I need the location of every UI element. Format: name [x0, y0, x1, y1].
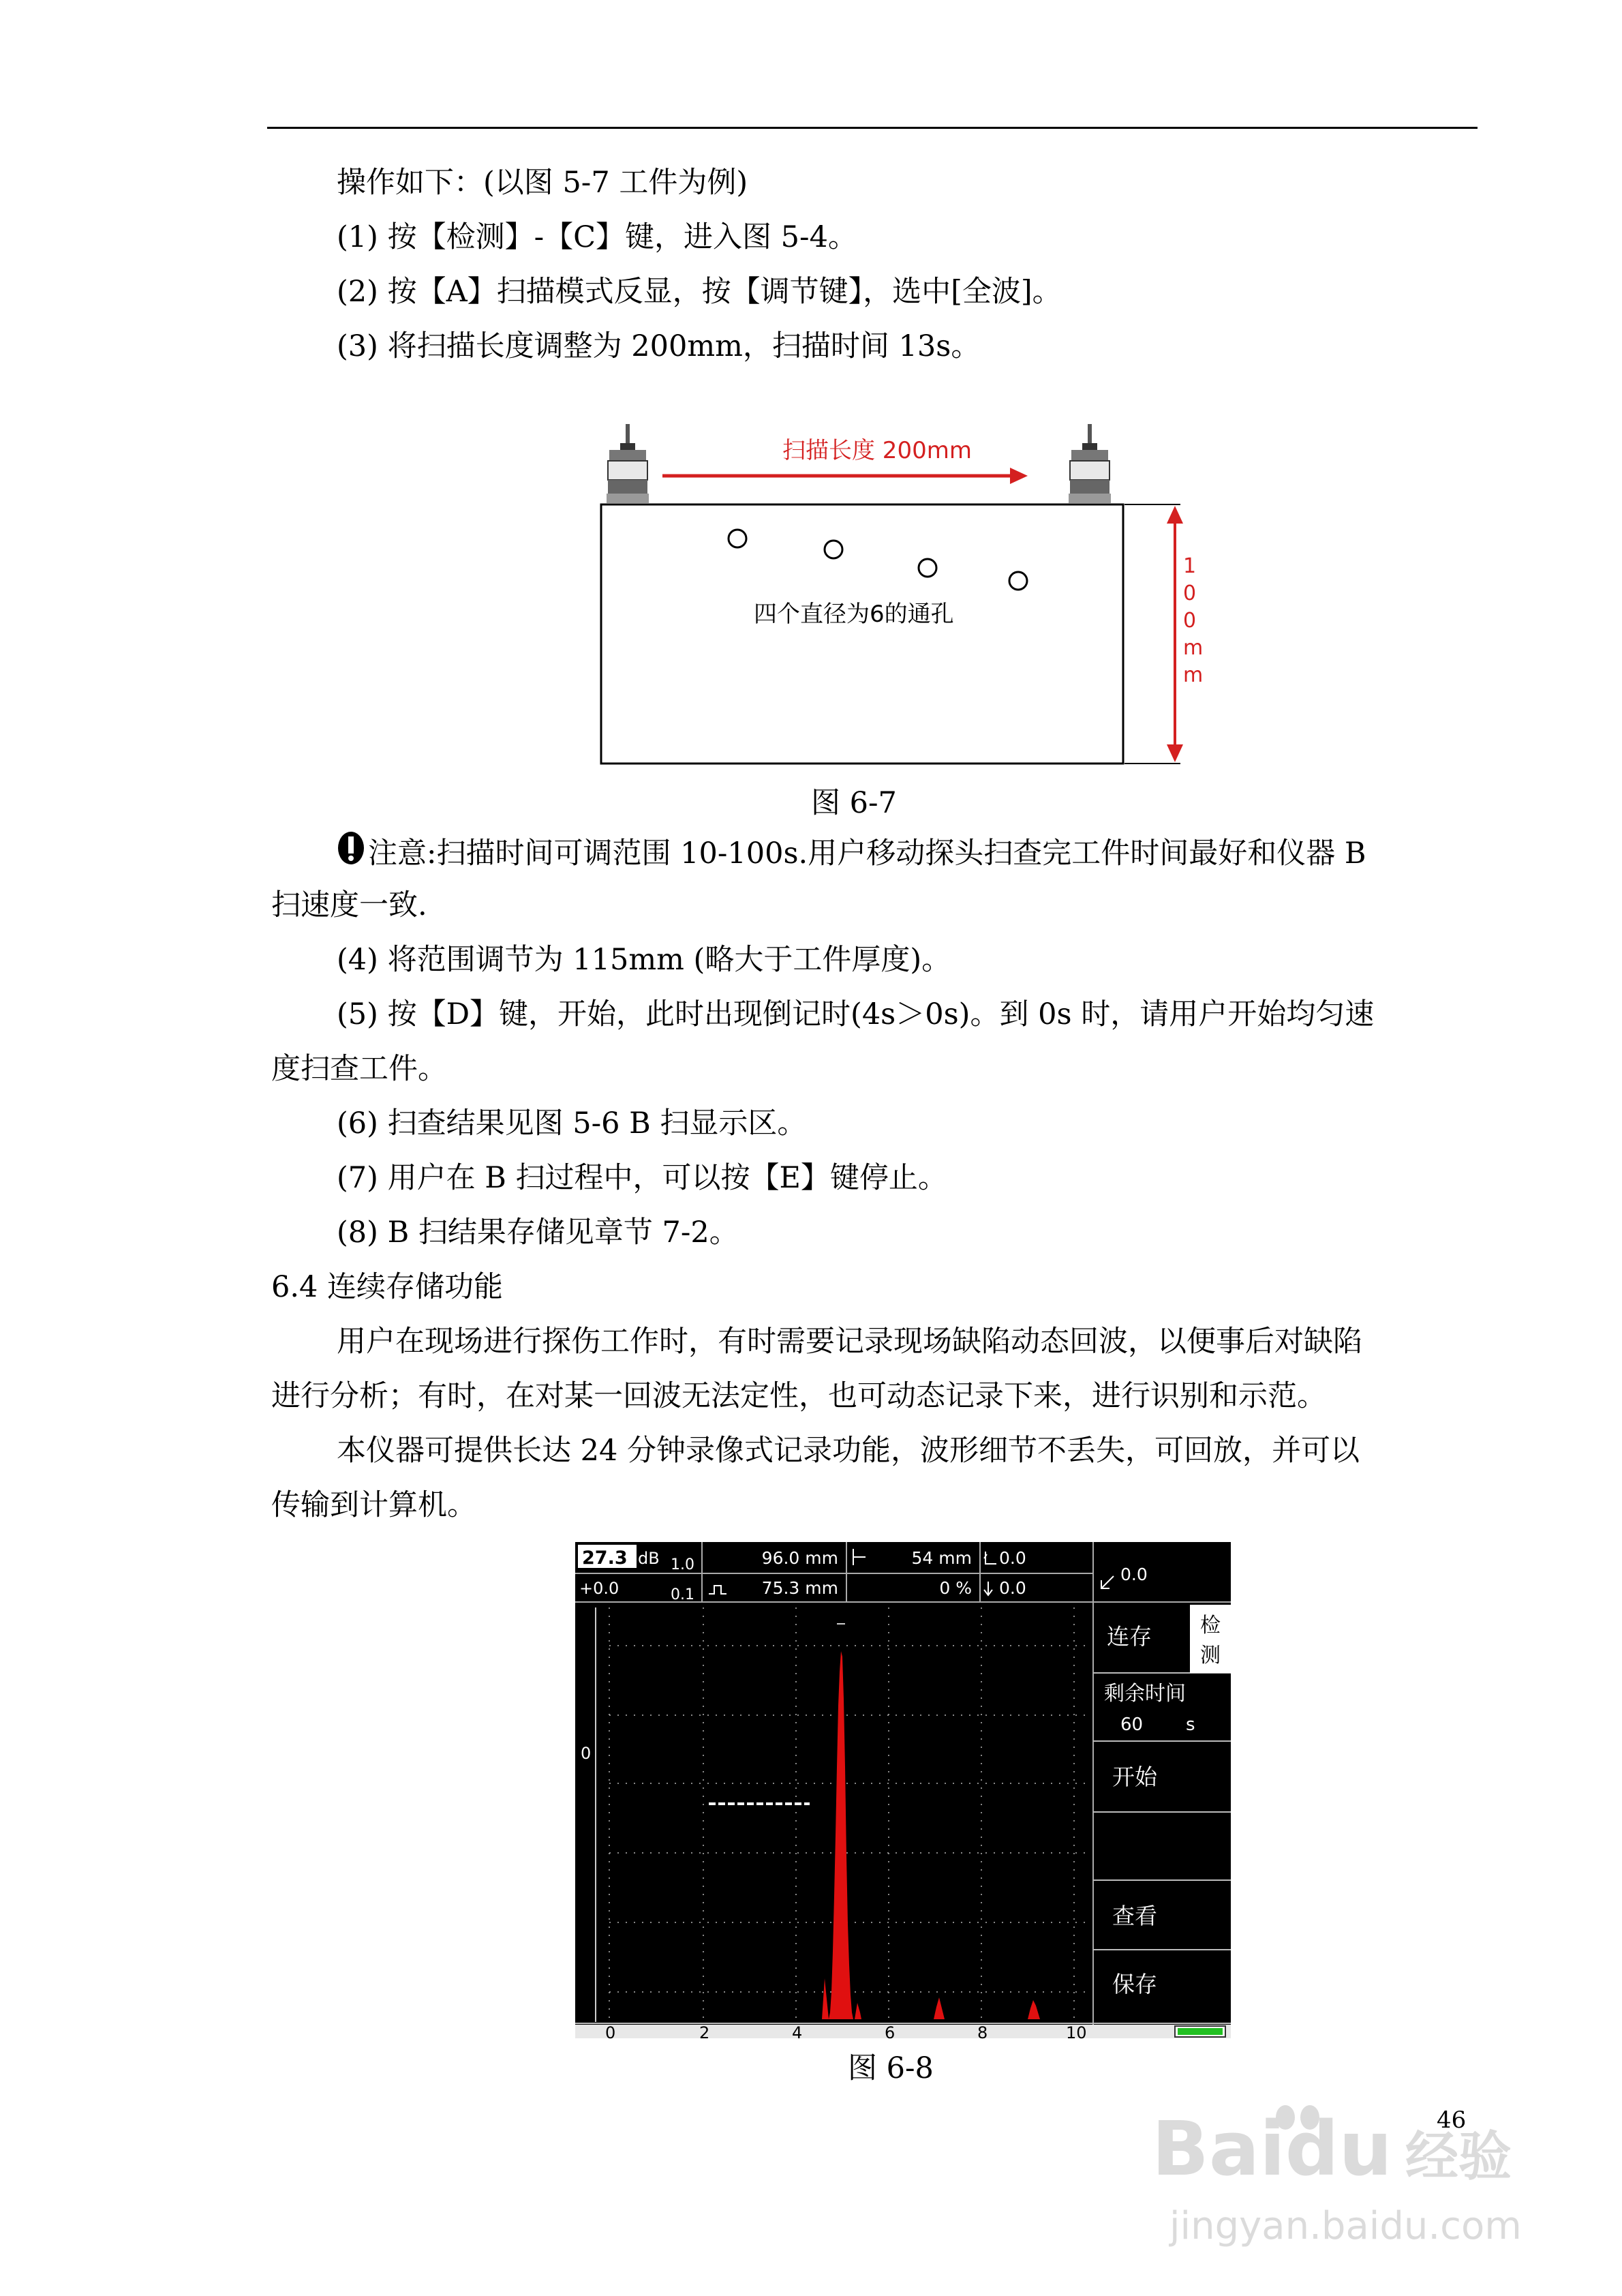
menu-label: 保存	[1112, 1971, 1157, 1997]
battery-icon	[1175, 2026, 1225, 2037]
down-arrow-icon	[984, 1582, 992, 1595]
figure-caption: 图 6-8	[848, 2051, 934, 2085]
readout-angle-2: 0.0	[999, 1578, 1026, 1598]
fourth-echo	[1028, 2000, 1040, 2019]
text-line: 扫速度一致.	[271, 888, 427, 922]
text-line: (7) 用户在 B 扫过程中，可以按【E】键停止。	[337, 1161, 947, 1195]
x-tick: 2	[699, 2023, 710, 2042]
header-rule	[267, 127, 1478, 129]
watermark-url: jingyan.baidu.com	[1169, 2204, 1522, 2248]
readout-angle-1: 0.0	[999, 1548, 1026, 1568]
gate-icon	[709, 1586, 726, 1594]
y-marker: 0	[581, 1744, 592, 1763]
x-tick: 4	[792, 2023, 803, 2042]
readout-delay: 75.3 mm	[761, 1578, 838, 1598]
probe-left-icon	[607, 424, 649, 503]
menu-label: 开始	[1112, 1764, 1157, 1790]
scan-arrow-head	[1010, 468, 1028, 484]
text-line: (4) 将范围调节为 115mm (略大于工件厚度)。	[337, 943, 951, 977]
mode-tab-text: 检	[1200, 1614, 1221, 1637]
angle-icon	[984, 1552, 996, 1564]
text-line: 进行分析；有时，在对某一回波无法定性，也可动态记录下来，进行识别和示范。	[271, 1379, 1326, 1413]
menu-item-view[interactable]	[1112, 1903, 1157, 1929]
text-line: 传输到计算机。	[271, 1488, 476, 1522]
readout-angle-3: 0.0	[1120, 1565, 1148, 1584]
section-heading: 6.4 连续存储功能	[271, 1270, 504, 1304]
text-line: (3) 将扫描长度调整为 200mm，扫描时间 13s。	[337, 329, 981, 363]
text-line: 度扫查工件。	[271, 1052, 447, 1086]
x-tick: 6	[885, 2023, 896, 2042]
x-tick: 8	[977, 2023, 988, 2042]
height-label-char: 0	[1183, 609, 1197, 633]
text-line: 用户在现场进行探伤工作时，有时需要记录现场缺陷动态回波，以便事后对缺陷	[337, 1325, 1362, 1359]
text-line: (2) 按【A】扫描模式反显，按【调节键】，选中[全波]。	[337, 275, 1062, 309]
mode-tab-text: 测	[1200, 1644, 1221, 1667]
gain-step-fine: 0.1	[671, 1586, 694, 1603]
third-echo	[934, 1997, 945, 2019]
height-arrow-top	[1167, 506, 1183, 524]
gain-offset: +0.0	[579, 1579, 619, 1598]
screen-canvas	[575, 1542, 1231, 2042]
note-text: 注意:扫描时间可调范围 10-100s.用户移动探头扫查完工件时间最好和仪器 B	[368, 836, 1366, 871]
menu-label: 剩余时间	[1104, 1682, 1186, 1706]
remaining-time-value: 60	[1120, 1715, 1144, 1735]
readout-range: 96.0 mm	[761, 1548, 838, 1568]
menu-item-remaining-time[interactable]	[1104, 1682, 1195, 1735]
menu-item-start[interactable]	[1112, 1764, 1158, 1790]
small-echo	[822, 1978, 829, 2019]
menu-item-continuous-save[interactable]	[1107, 1623, 1152, 1650]
waveform-grid	[609, 1607, 1092, 2019]
scan-length-label: 扫描长度 200mm	[782, 437, 972, 464]
menu-label: 查看	[1112, 1903, 1157, 1929]
text-line: (5) 按【D】键，开始，此时出现倒记时(4s＞0s)。到 0s 时，请用户开始均匀速	[337, 997, 1375, 1031]
second-echo	[855, 2003, 861, 2019]
gain-value: 27.3	[582, 1547, 628, 1569]
height-label-char: m	[1183, 636, 1204, 660]
readout-amplitude: 0 %	[939, 1578, 972, 1598]
gain-step-coarse: 1.0	[671, 1556, 694, 1573]
height-label-char: 1	[1183, 554, 1197, 578]
figure-6-7	[586, 409, 1204, 777]
text-line: (6) 扫查结果见图 5-6 B 扫显示区。	[337, 1106, 807, 1141]
note-line	[337, 830, 1366, 874]
height-label-char: m	[1183, 663, 1204, 687]
readout-depth: 54 mm	[911, 1548, 972, 1568]
watermark-brand: Baidu	[1152, 2105, 1392, 2192]
remaining-time-unit: s	[1186, 1715, 1195, 1735]
text-line: (1) 按【检测】-【C】键，进入图 5-4。	[337, 220, 857, 254]
page-number: 46	[1437, 2106, 1467, 2134]
watermark-brand-cn: 经验	[1405, 2126, 1512, 2188]
menu-label: 连存	[1107, 1623, 1152, 1650]
probe-right-icon	[1069, 424, 1111, 503]
x-axis-bar	[575, 2025, 1231, 2038]
height-label-char: 0	[1183, 581, 1197, 605]
warning-icon	[337, 830, 365, 866]
hole-label: 四个直径为6的通孔	[754, 601, 954, 628]
text-line: 本仪器可提供长达 24 分钟录像式记录功能，波形细节不丢失，可回放，并可以	[337, 1434, 1360, 1468]
instrument-screen	[575, 1542, 1231, 2042]
diagonal-arrow-icon	[1101, 1576, 1114, 1588]
x-tick: 10	[1066, 2023, 1087, 2042]
main-echo	[829, 1651, 853, 2019]
text-line: 操作如下：(以图 5-7 工件为例)	[337, 166, 748, 200]
gain-unit: dB	[638, 1549, 660, 1568]
depth-icon	[853, 1549, 866, 1565]
text-line: (8) B 扫结果存储见章节 7-2。	[337, 1215, 739, 1250]
baidu-watermark	[1152, 2100, 1533, 2270]
x-tick: 0	[605, 2023, 616, 2042]
workpiece	[601, 504, 1123, 764]
figure-caption: 图 6-7	[811, 786, 897, 820]
menu-item-save[interactable]	[1112, 1971, 1157, 1997]
height-arrow-bottom	[1167, 744, 1183, 762]
